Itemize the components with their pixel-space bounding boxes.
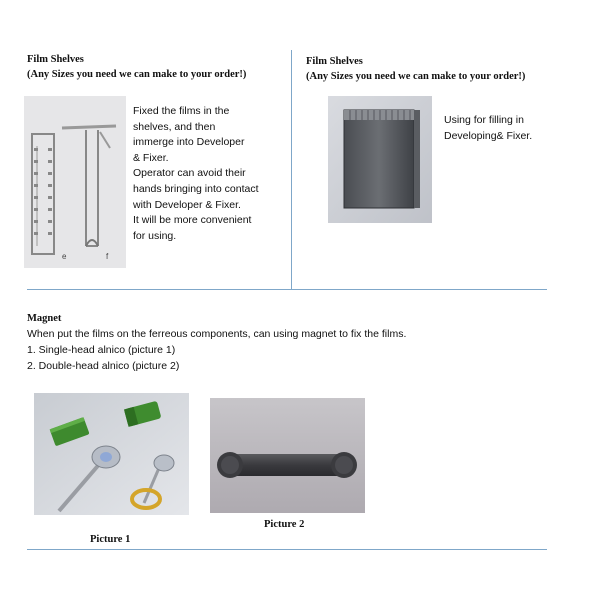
picture-1-caption: Picture 1 bbox=[90, 534, 131, 545]
film-tank-photo bbox=[328, 96, 432, 223]
picture-2-caption: Picture 2 bbox=[264, 519, 305, 530]
left-desc-line: Operator can avoid their bbox=[133, 167, 246, 180]
right-subtitle: (Any Sizes you need we can make to your order!) bbox=[306, 71, 526, 82]
magnet-item-1: 1. Single-head alnico (picture 1) bbox=[27, 344, 176, 356]
left-desc-line: hands bringing into contact bbox=[133, 182, 259, 195]
left-desc-line: immerge into Developer bbox=[133, 136, 245, 149]
bottom-divider bbox=[27, 549, 547, 550]
left-subtitle: (Any Sizes you need we can make to your order!) bbox=[27, 69, 247, 80]
magnet-intro: When put the films on the ferreous components, can using magnet to fix the films. bbox=[27, 328, 407, 340]
left-desc-line: It will be more convenient bbox=[133, 214, 252, 227]
left-desc-line: & Fixer. bbox=[133, 151, 169, 164]
right-desc-line: Developing& Fixer. bbox=[444, 129, 533, 142]
left-description bbox=[133, 104, 283, 244]
left-desc-line: shelves, and then bbox=[133, 120, 216, 133]
left-desc-line: with Developer & Fixer. bbox=[133, 198, 241, 211]
right-title: Film Shelves bbox=[306, 56, 363, 67]
photo-label-e: e bbox=[62, 252, 67, 261]
column-divider bbox=[291, 50, 292, 289]
left-title: Film Shelves bbox=[27, 54, 84, 65]
double-head-magnet-photo bbox=[210, 398, 365, 513]
left-desc-line: Fixed the films in the bbox=[133, 105, 230, 117]
single-head-magnet-photo bbox=[34, 393, 189, 515]
section-divider bbox=[27, 289, 547, 290]
photo-label-f: f bbox=[106, 252, 109, 261]
left-desc-line: for using. bbox=[133, 229, 177, 242]
magnet-title: Magnet bbox=[27, 313, 62, 324]
film-hanger-photo bbox=[24, 96, 126, 268]
magnet-item-2: 2. Double-head alnico (picture 2) bbox=[27, 360, 180, 372]
right-description bbox=[444, 113, 584, 144]
right-desc-line: Using for filling in bbox=[444, 114, 524, 126]
